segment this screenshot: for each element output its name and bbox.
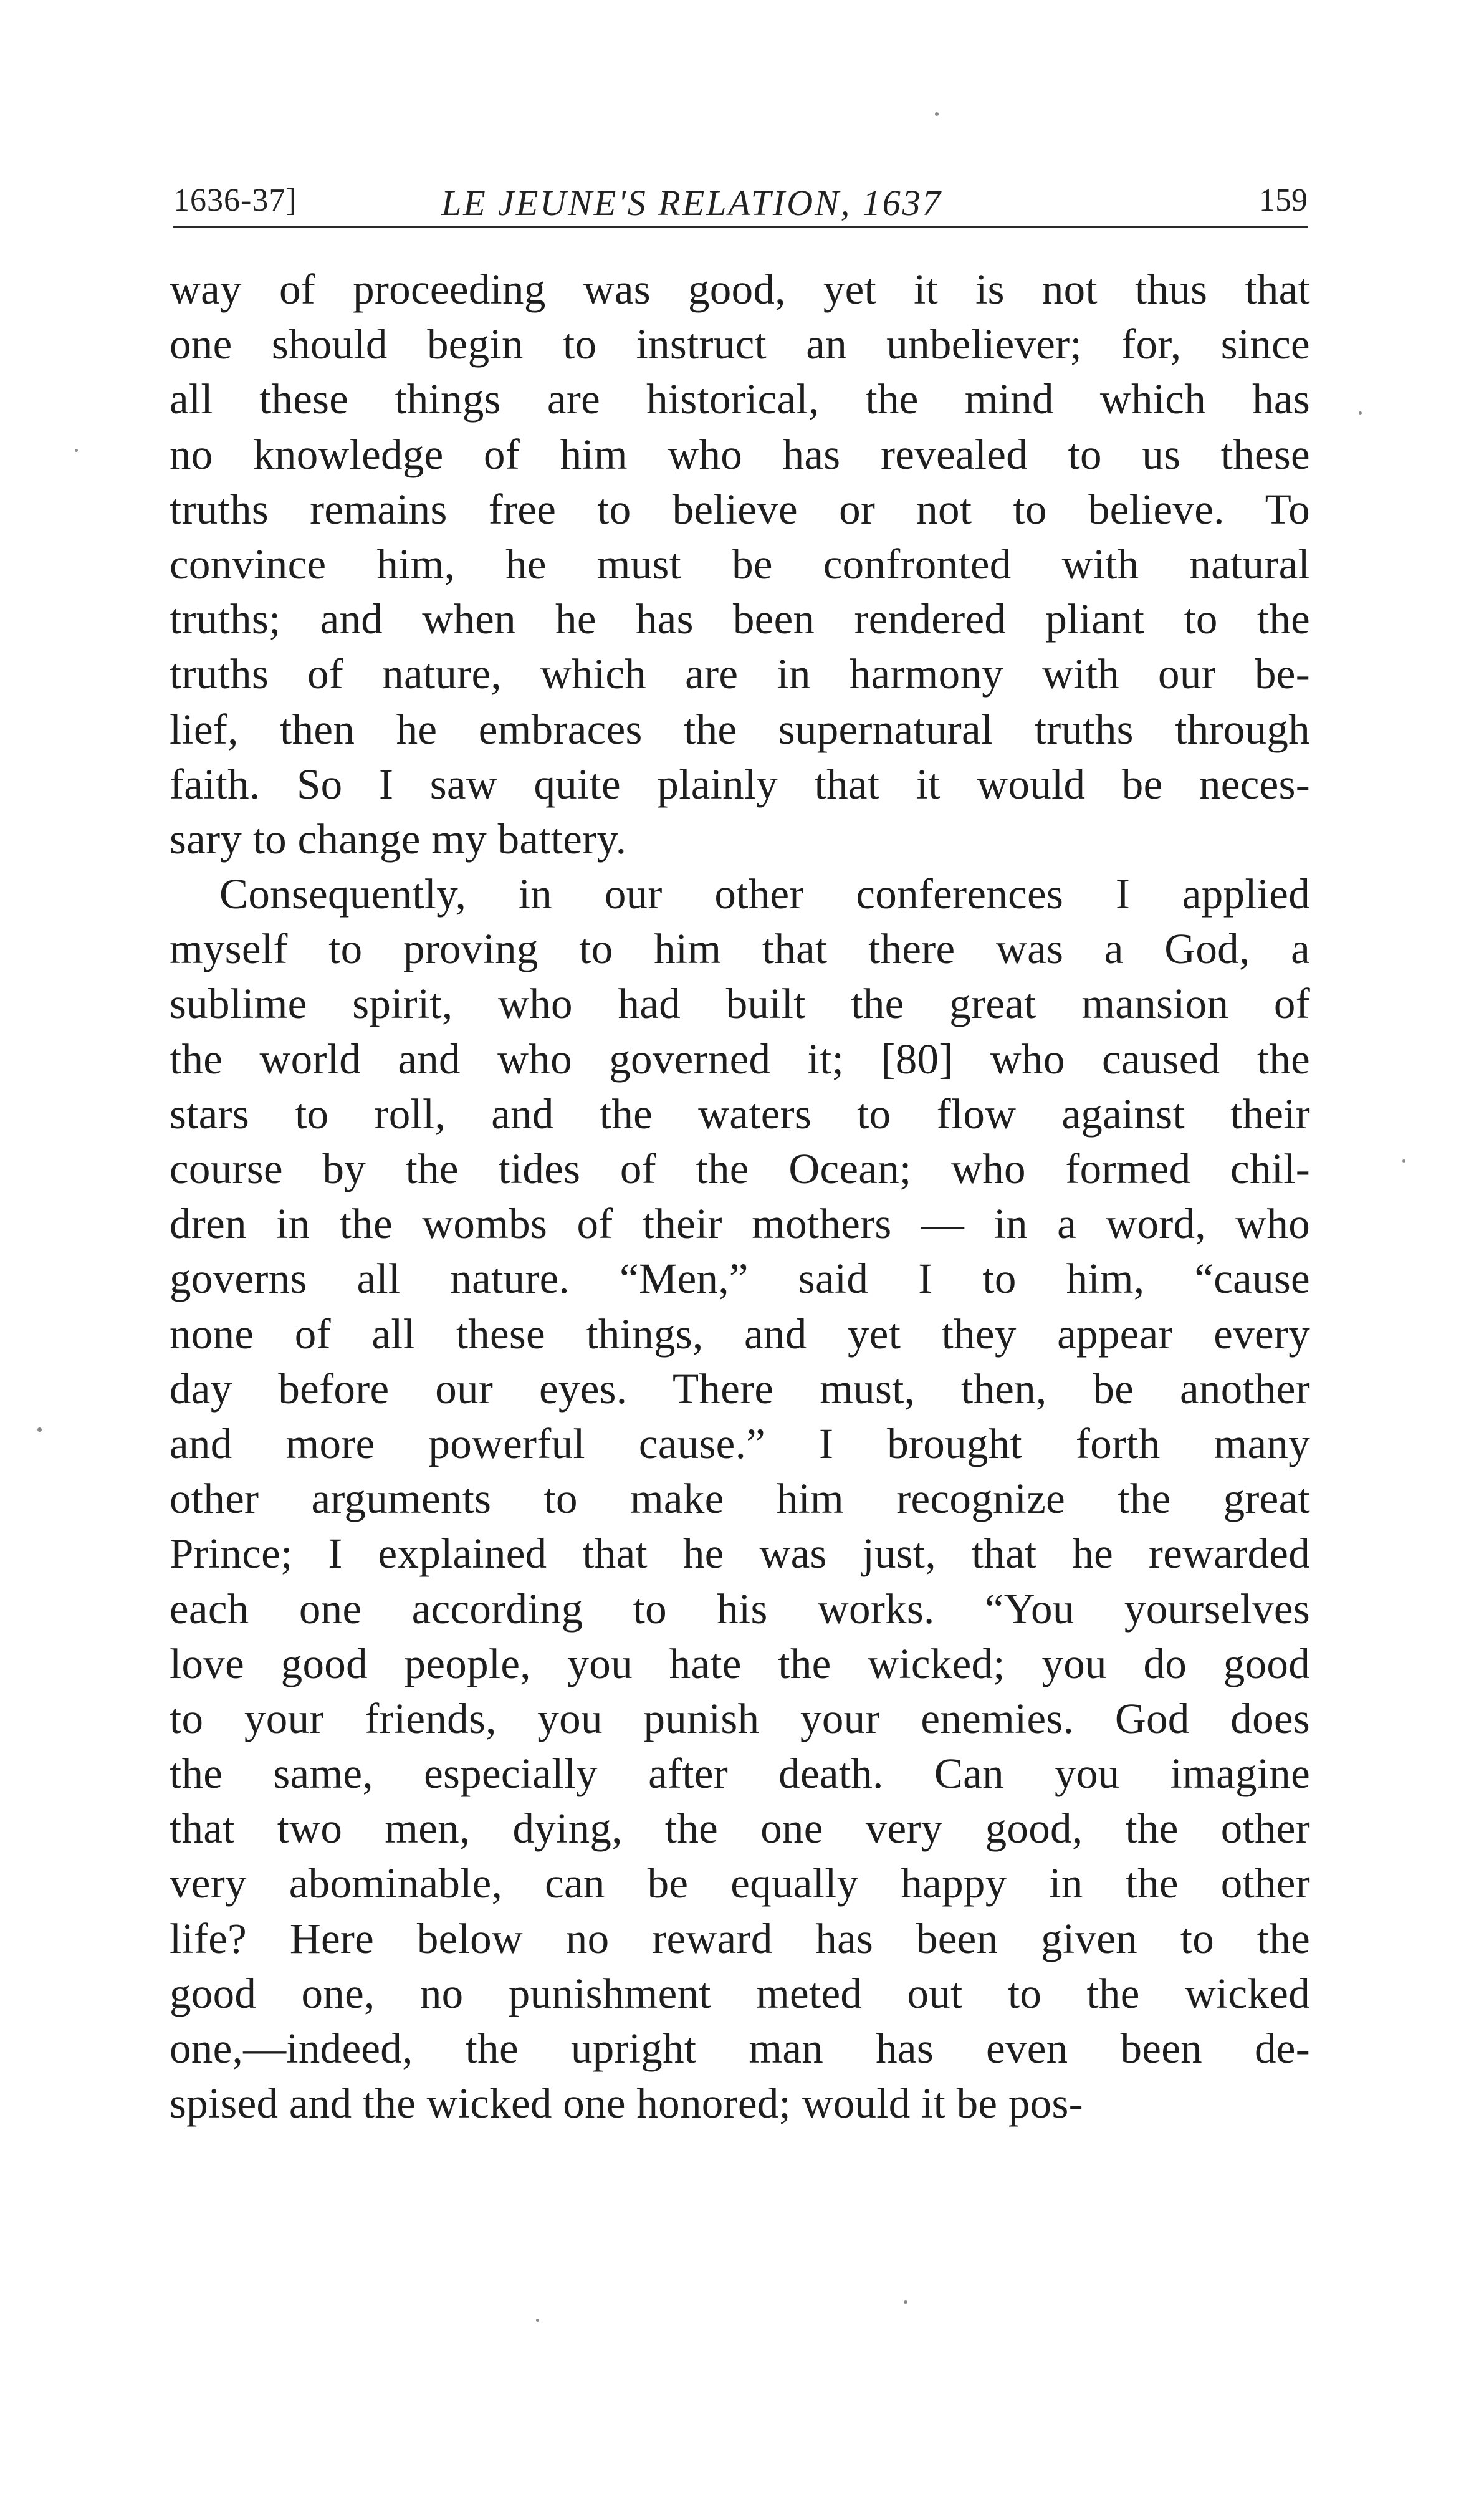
- text-line: one,—indeed, the upright man has even been de-: [170, 2025, 1310, 2072]
- text-line: day before our eyes. There must, then, be another: [170, 1365, 1310, 1413]
- text-line: sublime spirit, who had built the great mansion of: [170, 980, 1310, 1028]
- scan-speck: [1359, 411, 1362, 415]
- paragraph: [170, 262, 1310, 866]
- text-line: life? Here below no reward has been given to the: [170, 1914, 1310, 1962]
- text-line: each one according to his works. “You yourselves: [170, 1585, 1310, 1633]
- text-line: very abominable, can be equally happy in the other: [170, 1859, 1310, 1907]
- text-line: other arguments to make him recognize the great: [170, 1475, 1310, 1523]
- text-line: good one, no punishment meted out to the wicked: [170, 1969, 1310, 2017]
- text-line: myself to proving to him that there was a God, a: [170, 925, 1310, 973]
- scan-speck: [37, 1427, 42, 1432]
- text-line: that two men, dying, the one very good, the other: [170, 1805, 1310, 1853]
- scan-speck: [75, 449, 78, 452]
- text-line: lief, then he embraces the supernatural truths through: [170, 705, 1310, 753]
- text-line: sary to change my battery.: [170, 815, 627, 863]
- text-line: all these things are historical, the mind which has: [170, 375, 1310, 423]
- text-line: way of proceeding was good, yet it is not thus that: [170, 266, 1310, 313]
- header-title: LE JEUNE'S RELATION, 1637: [441, 183, 942, 223]
- text-line: convince him, he must be confronted with natural: [170, 540, 1310, 588]
- text-line: to your friends, you punish your enemies. God does: [170, 1694, 1310, 1742]
- text-line: stars to roll, and the waters to flow against their: [170, 1090, 1310, 1138]
- text-line: one should begin to instruct an unbeliever; for, since: [170, 320, 1310, 368]
- text-line: truths remains free to believe or not to believe. To: [170, 485, 1310, 533]
- text-line: Prince; I explained that he was just, that he rewarded: [170, 1530, 1310, 1578]
- text-line: the world and who governed it; [80] who caused the: [170, 1035, 1310, 1083]
- text-line: spised and the wicked one honored; would it be pos-: [170, 2079, 1083, 2127]
- text-line: and more powerful cause.” I brought forth many: [170, 1419, 1310, 1467]
- body-text: [170, 262, 1310, 2131]
- text-line: none of all these things, and yet they appear every: [170, 1310, 1310, 1358]
- paragraph: [170, 866, 1310, 2131]
- header-date-range: 1636-37]: [173, 183, 297, 218]
- text-line: truths; and when he has been rendered pliant to the: [170, 595, 1310, 643]
- running-header: [173, 182, 1308, 228]
- scan-speck: [1402, 1159, 1405, 1163]
- text-line: dren in the wombs of their mothers — in a word, who: [170, 1200, 1310, 1248]
- text-line: the same, especially after death. Can you imagine: [170, 1750, 1310, 1798]
- text-line: course by the tides of the Ocean; who formed chil-: [170, 1145, 1310, 1192]
- text-line: Consequently, in our other conferences I applied: [219, 870, 1310, 918]
- scan-speck: [935, 112, 939, 116]
- scan-speck: [904, 2300, 907, 2304]
- text-line: truths of nature, which are in harmony with our be-: [170, 650, 1310, 698]
- text-line: no knowledge of him who has revealed to us these: [170, 430, 1310, 478]
- text-line: faith. So I saw quite plainly that it would be neces-: [170, 760, 1310, 808]
- page-number: 159: [1259, 183, 1308, 218]
- text-line: governs all nature. “Men,” said I to him, “cause: [170, 1255, 1310, 1303]
- text-line: love good people, you hate the wicked; you do good: [170, 1639, 1310, 1687]
- scan-speck: [536, 2319, 539, 2322]
